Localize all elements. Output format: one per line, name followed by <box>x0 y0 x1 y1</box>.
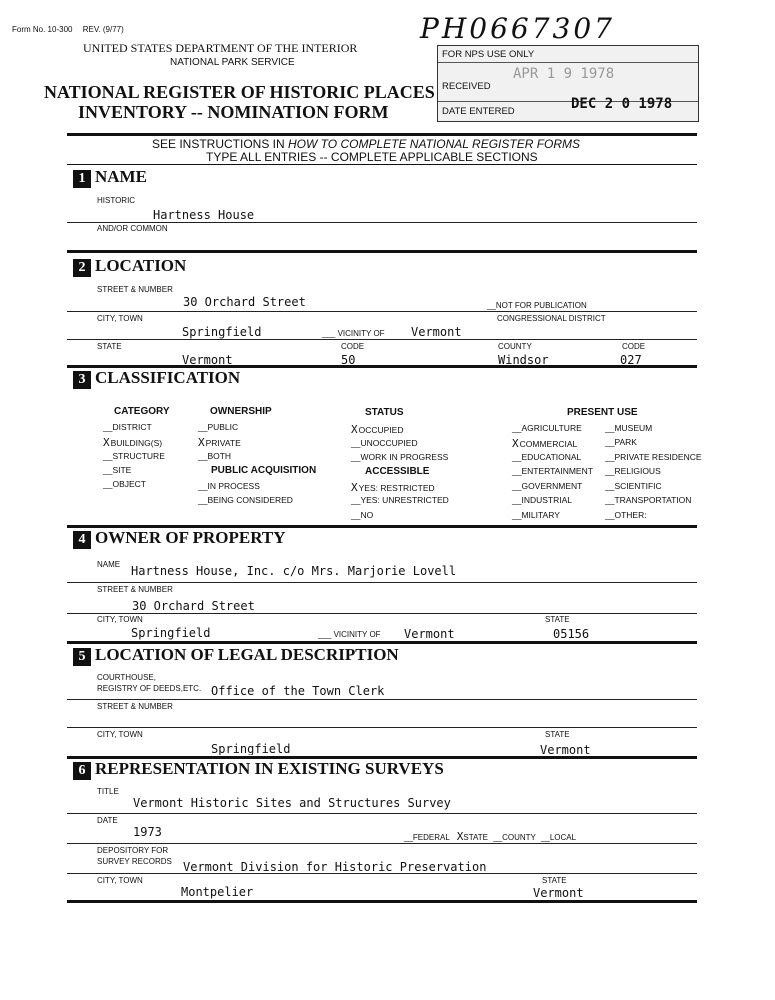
street-label: STREET & NUMBER <box>97 285 173 294</box>
section-6-number: 6 <box>73 762 91 780</box>
use-park: __PARK <box>605 437 637 447</box>
registry-label: REGISTRY OF DEEDS,ETC. <box>97 684 202 693</box>
nps-heading: FOR NPS USE ONLY <box>442 49 535 60</box>
use-commercial: XCOMMERCIAL <box>512 437 578 450</box>
use-military: __MILITARY <box>512 510 560 520</box>
use-government: __GOVERNMENT <box>512 481 583 491</box>
accessible-unrestricted: __YES: UNRESTRICTED <box>351 495 449 505</box>
section-2-title: LOCATION <box>95 256 187 275</box>
revision-text: REV. (9/77) <box>82 25 124 34</box>
city-label: CITY, TOWN <box>97 314 143 323</box>
section-2-number: 2 <box>73 259 91 277</box>
vicinity-label: ___ VICINITY OF <box>322 329 385 338</box>
department-title: UNITED STATES DEPARTMENT OF THE INTERIOR <box>83 41 358 55</box>
section-3-title: CLASSIFICATION <box>95 368 241 387</box>
section-4-number: 4 <box>73 531 91 549</box>
depository-state-label: STATE <box>542 876 567 885</box>
owner-city-value: Springfield <box>131 626 211 640</box>
ownership-public: __PUBLIC <box>198 422 239 432</box>
acquisition-being-considered: __BEING CONSIDERED <box>198 495 293 505</box>
received-label: RECEIVED <box>442 81 491 92</box>
use-agriculture: __AGRICULTURE <box>512 423 582 433</box>
depository-city-value: Montpelier <box>181 885 254 899</box>
county-value: Windsor <box>498 353 549 365</box>
survey-records-label: SURVEY RECORDS <box>97 857 172 866</box>
date-entered-stamp: DEC 2 0 1978 <box>571 96 673 112</box>
owner-state-value: 05156 <box>553 627 590 641</box>
survey-date-label: DATE <box>97 816 118 825</box>
use-transportation: __TRANSPORTATION <box>605 495 692 505</box>
state-code-value: 50 <box>341 353 356 365</box>
received-stamp: APR 1 9 1978 <box>513 66 615 82</box>
use-entertainment: __ENTERTAINMENT <box>512 466 593 476</box>
registry-value: Office of the Town Clerk <box>211 684 385 698</box>
depository-label: DEPOSITORY FOR <box>97 846 169 855</box>
acquisition-in-process: __IN PROCESS <box>198 481 260 491</box>
public-acquisition-heading: PUBLIC ACQUISITION <box>211 465 317 476</box>
category-buildings: XBUILDING(S) <box>103 436 163 449</box>
legal-street-label: STREET & NUMBER <box>97 702 173 711</box>
use-other: __OTHER: <box>605 510 647 520</box>
depository-state-value: Vermont <box>533 886 584 900</box>
section-1-title: NAME <box>95 167 147 186</box>
status-heading: STATUS <box>365 407 404 418</box>
owner-vicinity-label: ___ VICINITY OF <box>318 630 381 639</box>
form-title-line1: NATIONAL REGISTER OF HISTORIC PLACES <box>44 82 435 102</box>
category-district: __DISTRICT <box>103 422 152 432</box>
common-name-label: AND/OR COMMON <box>97 224 168 233</box>
category-object: __OBJECT <box>103 479 146 489</box>
legal-city-label: CITY, TOWN <box>97 730 143 739</box>
use-religious: __RELIGIOUS <box>605 466 661 476</box>
street-value: 30 Orchard Street <box>183 295 306 309</box>
legal-state-label: STATE <box>545 730 570 739</box>
owner-state-label: STATE <box>545 615 570 624</box>
survey-level: __FEDERAL XSTATE __COUNTY __LOCAL <box>404 830 577 843</box>
accessible-restricted: XYES: RESTRICTED <box>351 481 435 494</box>
ownership-heading: OWNERSHIP <box>210 406 272 417</box>
section-3-number: 3 <box>73 371 91 389</box>
instructions-line2: TYPE ALL ENTRIES -- COMPLETE APPLICABLE SECTIONS <box>206 150 538 164</box>
owner-street-value: 30 Orchard Street <box>132 599 255 613</box>
survey-title-value: Vermont Historic Sites and Structures Survey <box>133 796 451 810</box>
use-private-residence: __PRIVATE RESIDENCE <box>605 452 702 462</box>
use-educational: __EDUCATIONAL <box>512 452 582 462</box>
category-site: __SITE <box>103 465 132 475</box>
section-4-title: OWNER OF PROPERTY <box>95 528 286 547</box>
state-value: Vermont <box>182 353 233 365</box>
legal-city-value: Springfield <box>211 742 291 755</box>
state-label: STATE <box>97 342 122 351</box>
accessible-no: __NO <box>351 510 374 520</box>
form-no-text: Form No. 10-300 <box>12 25 73 34</box>
city-value: Springfield <box>182 325 262 339</box>
status-unoccupied: __UNOCCUPIED <box>351 438 418 448</box>
section-5-title: LOCATION OF LEGAL DESCRIPTION <box>95 645 399 664</box>
depository-value: Vermont Division for Historic Preservation <box>183 860 487 874</box>
present-use-heading: PRESENT USE <box>567 407 638 418</box>
legal-state-value: Vermont <box>540 743 591 756</box>
use-scientific: __SCIENTIFIC <box>605 481 662 491</box>
courthouse-label: COURTHOUSE, <box>97 673 156 682</box>
handwritten-reference-number: PH0667307 <box>420 12 615 45</box>
category-heading: CATEGORY <box>114 406 170 417</box>
ownership-both: __BOTH <box>198 451 232 461</box>
county-label: COUNTY <box>498 342 532 351</box>
owner-street-label: STREET & NUMBER <box>97 585 173 594</box>
historic-label: HISTORIC <box>97 196 136 205</box>
use-industrial: __INDUSTRIAL <box>512 495 572 505</box>
form-title-line2: INVENTORY -- NOMINATION FORM <box>78 102 389 122</box>
depository-city-label: CITY, TOWN <box>97 876 143 885</box>
county-code-value: 027 <box>620 353 642 365</box>
nps-use-only-box <box>437 45 699 122</box>
owner-name-value: Hartness House, Inc. c/o Mrs. Marjorie Lovell <box>131 564 457 578</box>
ownership-private: XPRIVATE <box>198 436 241 449</box>
survey-title-label: TITLE <box>97 787 119 796</box>
section-5-number: 5 <box>73 648 91 666</box>
section-1-number: 1 <box>73 170 91 188</box>
owner-vicinity-value: Vermont <box>404 627 455 641</box>
owner-name-label: NAME <box>97 560 121 569</box>
congressional-district-label: CONGRESSIONAL DISTRICT <box>497 314 606 323</box>
owner-city-label: CITY, TOWN <box>97 615 143 624</box>
section-6-title: REPRESENTATION IN EXISTING SURVEYS <box>95 759 444 778</box>
form-number <box>12 25 124 34</box>
not-for-publication: __NOT FOR PUBLICATION <box>487 301 587 310</box>
instructions-line1: SEE INSTRUCTIONS IN HOW TO COMPLETE NATIONAL REGISTER FORMS <box>152 137 581 151</box>
category-structure: __STRUCTURE <box>103 451 165 461</box>
use-museum: __MUSEUM <box>605 423 653 433</box>
status-work-in-progress: __WORK IN PROGRESS <box>351 452 449 462</box>
survey-date-value: 1973 <box>133 825 162 839</box>
county-code-label: CODE <box>622 342 646 351</box>
code-label: CODE <box>341 342 365 351</box>
service-title: NATIONAL PARK SERVICE <box>170 57 295 68</box>
status-occupied: XOCCUPIED <box>351 423 404 436</box>
historic-name-value: Hartness House <box>153 208 255 222</box>
date-entered-label: DATE ENTERED <box>442 106 515 117</box>
accessible-heading: ACCESSIBLE <box>365 466 430 477</box>
vicinity-value: Vermont <box>411 325 462 339</box>
